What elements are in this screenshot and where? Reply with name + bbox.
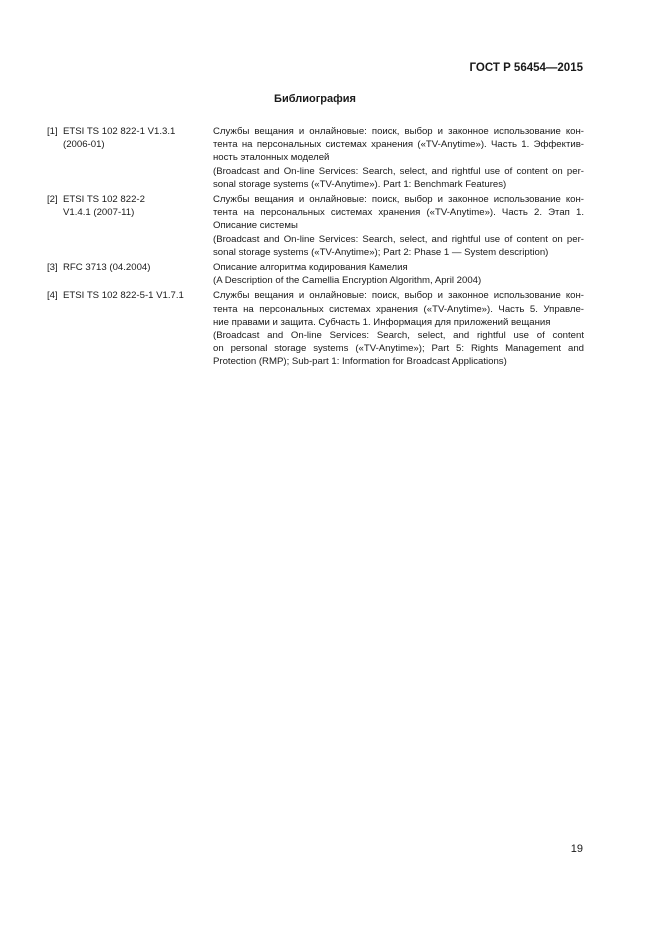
description-line: Службы вещания и онлайновые: поиск, выбор и законное использование кон- bbox=[213, 194, 584, 206]
bibliography-entry bbox=[47, 125, 584, 191]
entry-number: [2] bbox=[47, 194, 58, 206]
description-line: (Broadcast and On-line Services: Search, select, and rightful use of content on per- bbox=[213, 165, 584, 177]
description-line: Службы вещания и онлайновые: поиск, выбор и законное использование кон- bbox=[213, 290, 584, 302]
description-paragraph bbox=[213, 165, 584, 191]
reference-line: V1.4.1 (2007-11) bbox=[63, 207, 135, 219]
entry-reference bbox=[63, 125, 213, 191]
entry-reference bbox=[63, 289, 213, 368]
entry-number: [3] bbox=[47, 262, 58, 274]
description-line: тента на персональных системах хранения («TV-Anytime»). Часть 2. Этап 1. bbox=[213, 207, 584, 219]
description-line: sonal storage systems («TV-Anytime»). Part 1: Benchmark Features) bbox=[213, 178, 507, 190]
reference-line: ETSI TS 102 822-5-1 V1.7.1 bbox=[63, 290, 184, 302]
bibliography-entry bbox=[47, 261, 584, 287]
description-line: (Broadcast and On-line Services: Search, select, and rightful use of content bbox=[213, 330, 584, 342]
description-line: (A Description of the Camellia Encryption Algorithm, April 2004) bbox=[213, 275, 482, 287]
description-line: (Broadcast and On-line Services: Search, select, and rightful use of content on per- bbox=[213, 233, 584, 245]
entry-description bbox=[213, 289, 584, 368]
document-header-standard: ГОСТ Р 56454—2015 bbox=[469, 62, 583, 74]
description-paragraph bbox=[213, 193, 584, 233]
bibliography-entry bbox=[47, 193, 584, 259]
entry-reference bbox=[63, 193, 213, 259]
section-title: Библиография bbox=[274, 93, 356, 105]
description-line: ние правами и защита. Субчасть 1. Информация для приложений вещания bbox=[213, 316, 551, 328]
description-paragraph bbox=[213, 274, 584, 287]
description-line: Описание системы bbox=[213, 220, 298, 232]
entry-description bbox=[213, 261, 584, 287]
reference-line: (2006-01) bbox=[63, 139, 105, 151]
description-paragraph bbox=[213, 289, 584, 329]
page-number: 19 bbox=[570, 843, 583, 855]
entry-number: [1] bbox=[47, 126, 58, 137]
description-line: тента на персональных системах хранения («TV-Anytime»). Часть 1. Эффектив- bbox=[213, 139, 584, 151]
description-paragraph bbox=[213, 125, 584, 165]
description-line: ность эталонных моделей bbox=[213, 152, 330, 164]
description-line: Службы вещания и онлайновые: поиск, выбор и законное использование кон- bbox=[213, 126, 584, 137]
reference-line: ETSI TS 102 822-2 bbox=[63, 194, 145, 206]
description-paragraph bbox=[213, 261, 584, 274]
entry-number: [4] bbox=[47, 290, 58, 302]
entry-reference bbox=[63, 261, 213, 287]
reference-line: ETSI TS 102 822-1 V1.3.1 bbox=[63, 126, 176, 137]
description-line: on personal storage systems («TV-Anytime»); Part 5: Rights Management and bbox=[213, 343, 584, 355]
description-line: sonal storage systems («TV-Anytime»); Part 2: Phase 1 — System description) bbox=[213, 246, 549, 258]
reference-line: RFC 3713 (04.2004) bbox=[63, 262, 151, 274]
description-line: Описание алгоритма кодирования Камелия bbox=[213, 262, 408, 274]
entry-description bbox=[213, 125, 584, 191]
bibliography-entry bbox=[47, 289, 584, 368]
description-line: Protection (RMP); Sub-part 1: Information for Broadcast Applications) bbox=[213, 356, 507, 368]
description-paragraph bbox=[213, 329, 584, 369]
description-line: тента на персональных системах хранения («TV-Anytime»). Часть 5. Управле- bbox=[213, 303, 584, 315]
entry-description bbox=[213, 193, 584, 259]
description-paragraph bbox=[213, 233, 584, 259]
bibliography-list bbox=[47, 125, 584, 371]
